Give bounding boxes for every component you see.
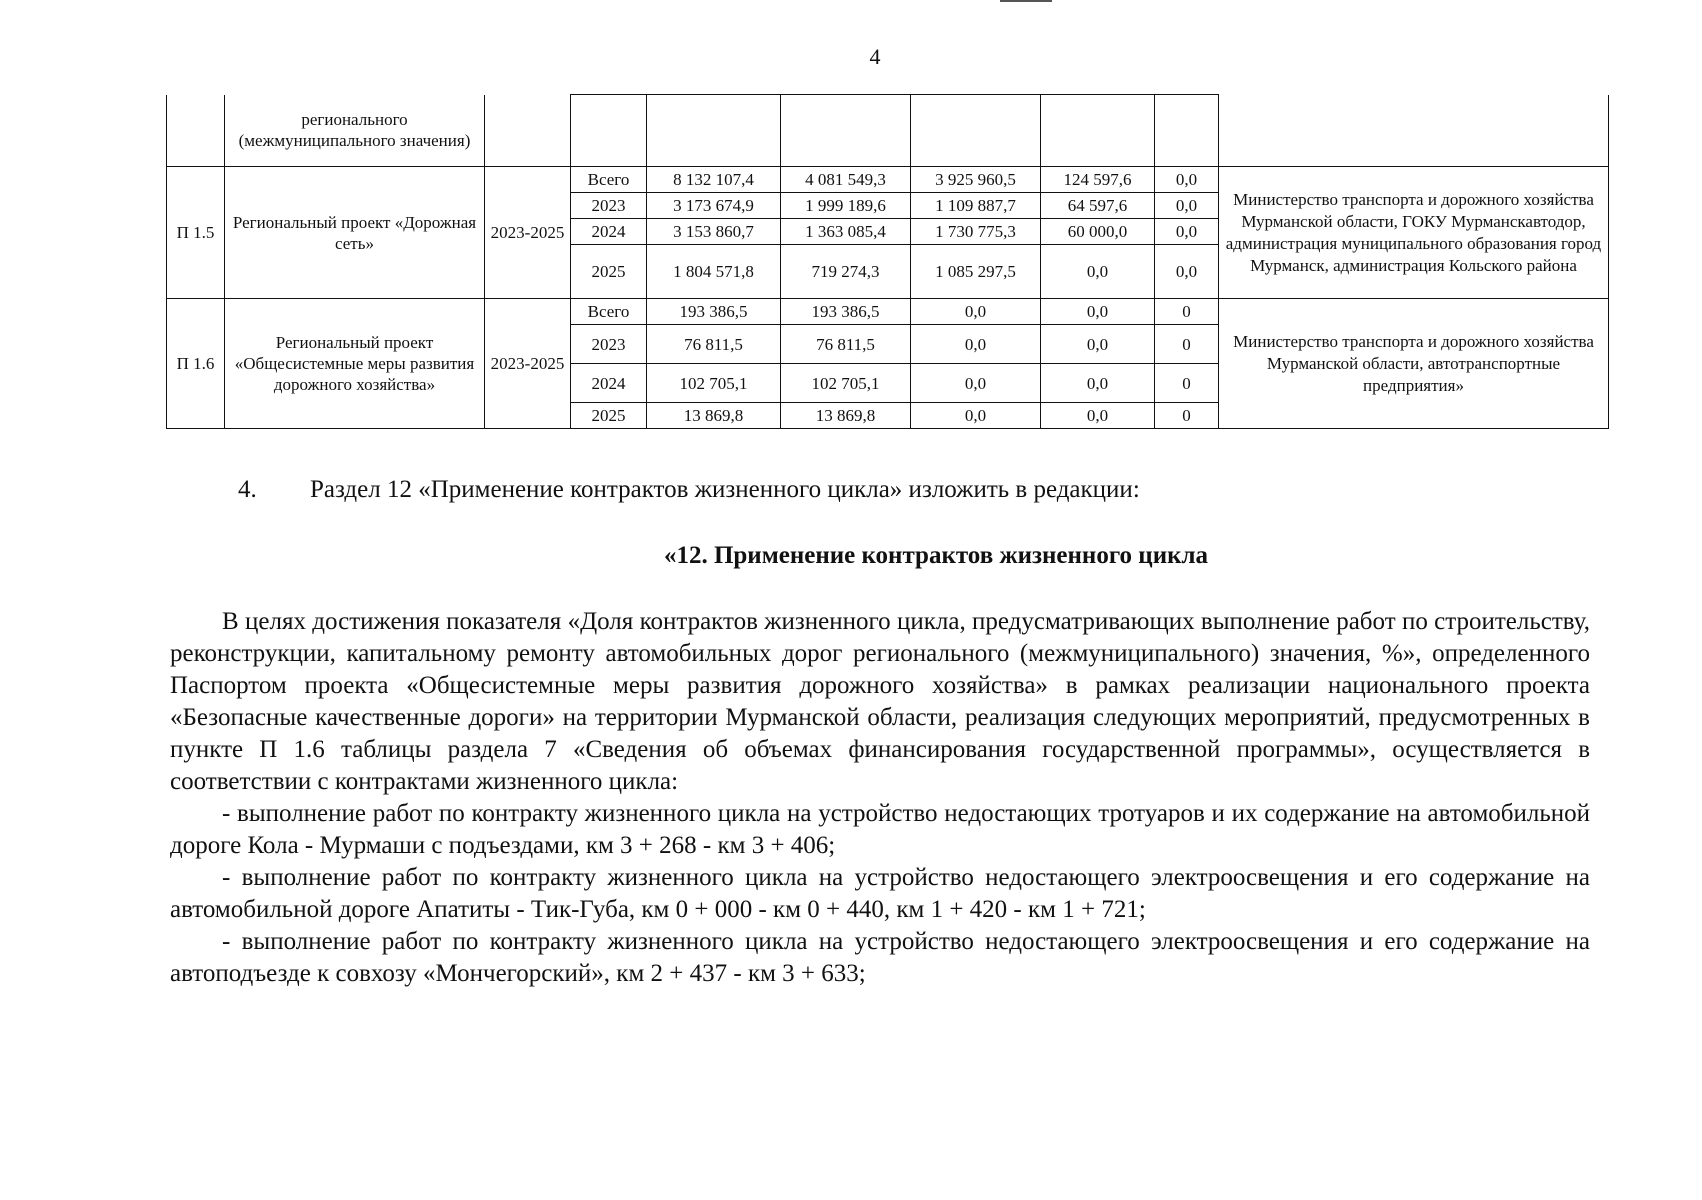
year-cell <box>571 95 647 167</box>
year-cell: 2023 <box>571 325 647 364</box>
value-cell: 1 804 571,8 <box>647 245 781 299</box>
value-cell: 0,0 <box>1155 193 1219 219</box>
value-cell <box>647 95 781 167</box>
value-cell: 0,0 <box>1041 245 1155 299</box>
value-cell: 193 386,5 <box>647 299 781 325</box>
value-cell: 0,0 <box>911 403 1041 429</box>
period-cell <box>485 95 571 167</box>
value-cell: 4 081 549,3 <box>781 167 911 193</box>
value-cell: 0,0 <box>1041 299 1155 325</box>
year-cell: 2025 <box>571 403 647 429</box>
paragraph: В целях достижения показателя «Доля контрактов жизненного цикла, предусматривающих выполнение работ по строительству, реконструкции, капитальному ремонту автомобильных дорог регионального (межмуниципального) значения, %», определенного Паспортом проекта «Общесистемные меры развития дорожного хозяйства» в рамках реализации национального проекта «Безопасные качественные дороги» на территории Мурманской области, реализация следующих мероприятий, предусмотренных в пункте П 1.6 таблицы раздела 7 «Сведения об объемах финансирования государственной программы», осуществляется в соответствии с контрактами жизненного цикла: <box>170 608 1590 795</box>
value-cell: 0,0 <box>1155 167 1219 193</box>
year-cell: 2025 <box>571 245 647 299</box>
value-cell <box>781 95 911 167</box>
financing-table <box>166 94 1609 429</box>
value-cell: 1 730 775,3 <box>911 219 1041 245</box>
value-cell: 0 <box>1155 299 1219 325</box>
section-title: «12. Применение контрактов жизненного цикла <box>663 542 1209 569</box>
executor-cell <box>1219 95 1609 167</box>
code-cell <box>167 95 225 167</box>
value-cell: 64 597,6 <box>1041 193 1155 219</box>
value-cell: 8 132 107,4 <box>647 167 781 193</box>
value-cell: 0,0 <box>911 364 1041 403</box>
value-cell: 1 363 085,4 <box>781 219 911 245</box>
list-item: - выполнение работ по контракту жизненного цикла на устройство недостающего электроосвещения и его содержание на автомобильной дороге Апатиты - Тик-Губа, км 0 + 000 - км 0 + 440, км 1 + 420 - км 1 + 721; <box>170 864 1590 923</box>
value-cell: 76 811,5 <box>781 325 911 364</box>
value-cell: 3 173 674,9 <box>647 193 781 219</box>
value-cell: 0,0 <box>1041 403 1155 429</box>
year-cell: 2024 <box>571 364 647 403</box>
value-cell: 60 000,0 <box>1041 219 1155 245</box>
value-cell: 0 <box>1155 325 1219 364</box>
value-cell: 102 705,1 <box>781 364 911 403</box>
value-cell: 0,0 <box>1041 325 1155 364</box>
numbered-item <box>238 476 1140 504</box>
code-cell: П 1.6 <box>167 299 225 429</box>
value-cell: 102 705,1 <box>647 364 781 403</box>
table-row <box>167 299 1609 325</box>
code-cell: П 1.5 <box>167 167 225 299</box>
item-text: Раздел 12 «Применение контрактов жизненного цикла» изложить в редакции: <box>310 476 1140 503</box>
year-cell: Всего <box>571 167 647 193</box>
executor-cell: Министерство транспорта и дорожного хозяйства Мурманской области, автотранспортные предприятия» <box>1219 299 1609 429</box>
value-cell: 719 274,3 <box>781 245 911 299</box>
year-cell: 2024 <box>571 219 647 245</box>
value-cell: 0 <box>1155 364 1219 403</box>
name-cell: регионального (межмуниципального значения) <box>225 95 485 167</box>
list-item: - выполнение работ по контракту жизненного цикла на устройство недостающего электроосвещения и его содержание на автоподъезде к совхозу «Мончегорский», км 2 + 437 - км 3 + 633; <box>170 928 1590 987</box>
value-cell: 0,0 <box>1041 364 1155 403</box>
value-cell: 1 109 887,7 <box>911 193 1041 219</box>
name-cell: Региональный проект «Дорожная сеть» <box>225 167 485 299</box>
year-cell: Всего <box>571 299 647 325</box>
value-cell <box>1155 95 1219 167</box>
value-cell: 0 <box>1155 403 1219 429</box>
item-number: 4. <box>238 476 257 503</box>
table-row-continuation <box>167 95 1609 167</box>
body-text <box>170 606 1590 990</box>
list-item: - выполнение работ по контракту жизненного цикла на устройство недостающих тротуаров и их содержание на автомобильной дороге Кола - Мурмаши с подъездами, км 3 + 268 - км 3 + 406; <box>170 800 1590 859</box>
value-cell: 1 085 297,5 <box>911 245 1041 299</box>
year-cell: 2023 <box>571 193 647 219</box>
value-cell <box>1041 95 1155 167</box>
value-cell: 13 869,8 <box>647 403 781 429</box>
table-row <box>167 167 1609 193</box>
value-cell: 193 386,5 <box>781 299 911 325</box>
value-cell <box>911 95 1041 167</box>
value-cell: 76 811,5 <box>647 325 781 364</box>
scan-mark <box>1000 0 1052 2</box>
value-cell: 0,0 <box>911 299 1041 325</box>
value-cell: 3 153 860,7 <box>647 219 781 245</box>
value-cell: 124 597,6 <box>1041 167 1155 193</box>
executor-cell: Министерство транспорта и дорожного хозяйства Мурманской области, ГОКУ Мурманскавтодор, администрация муниципального образования город Мурманск, администрация Кольского района <box>1219 167 1609 299</box>
period-cell: 2023-2025 <box>485 167 571 299</box>
value-cell: 13 869,8 <box>781 403 911 429</box>
value-cell: 0,0 <box>1155 219 1219 245</box>
value-cell: 0,0 <box>911 325 1041 364</box>
value-cell: 3 925 960,5 <box>911 167 1041 193</box>
period-cell: 2023-2025 <box>485 299 571 429</box>
name-cell: Региональный проект «Общесистемные меры развития дорожного хозяйства» <box>225 299 485 429</box>
value-cell: 1 999 189,6 <box>781 193 911 219</box>
page-number: 4 <box>869 44 881 69</box>
value-cell: 0,0 <box>1155 245 1219 299</box>
